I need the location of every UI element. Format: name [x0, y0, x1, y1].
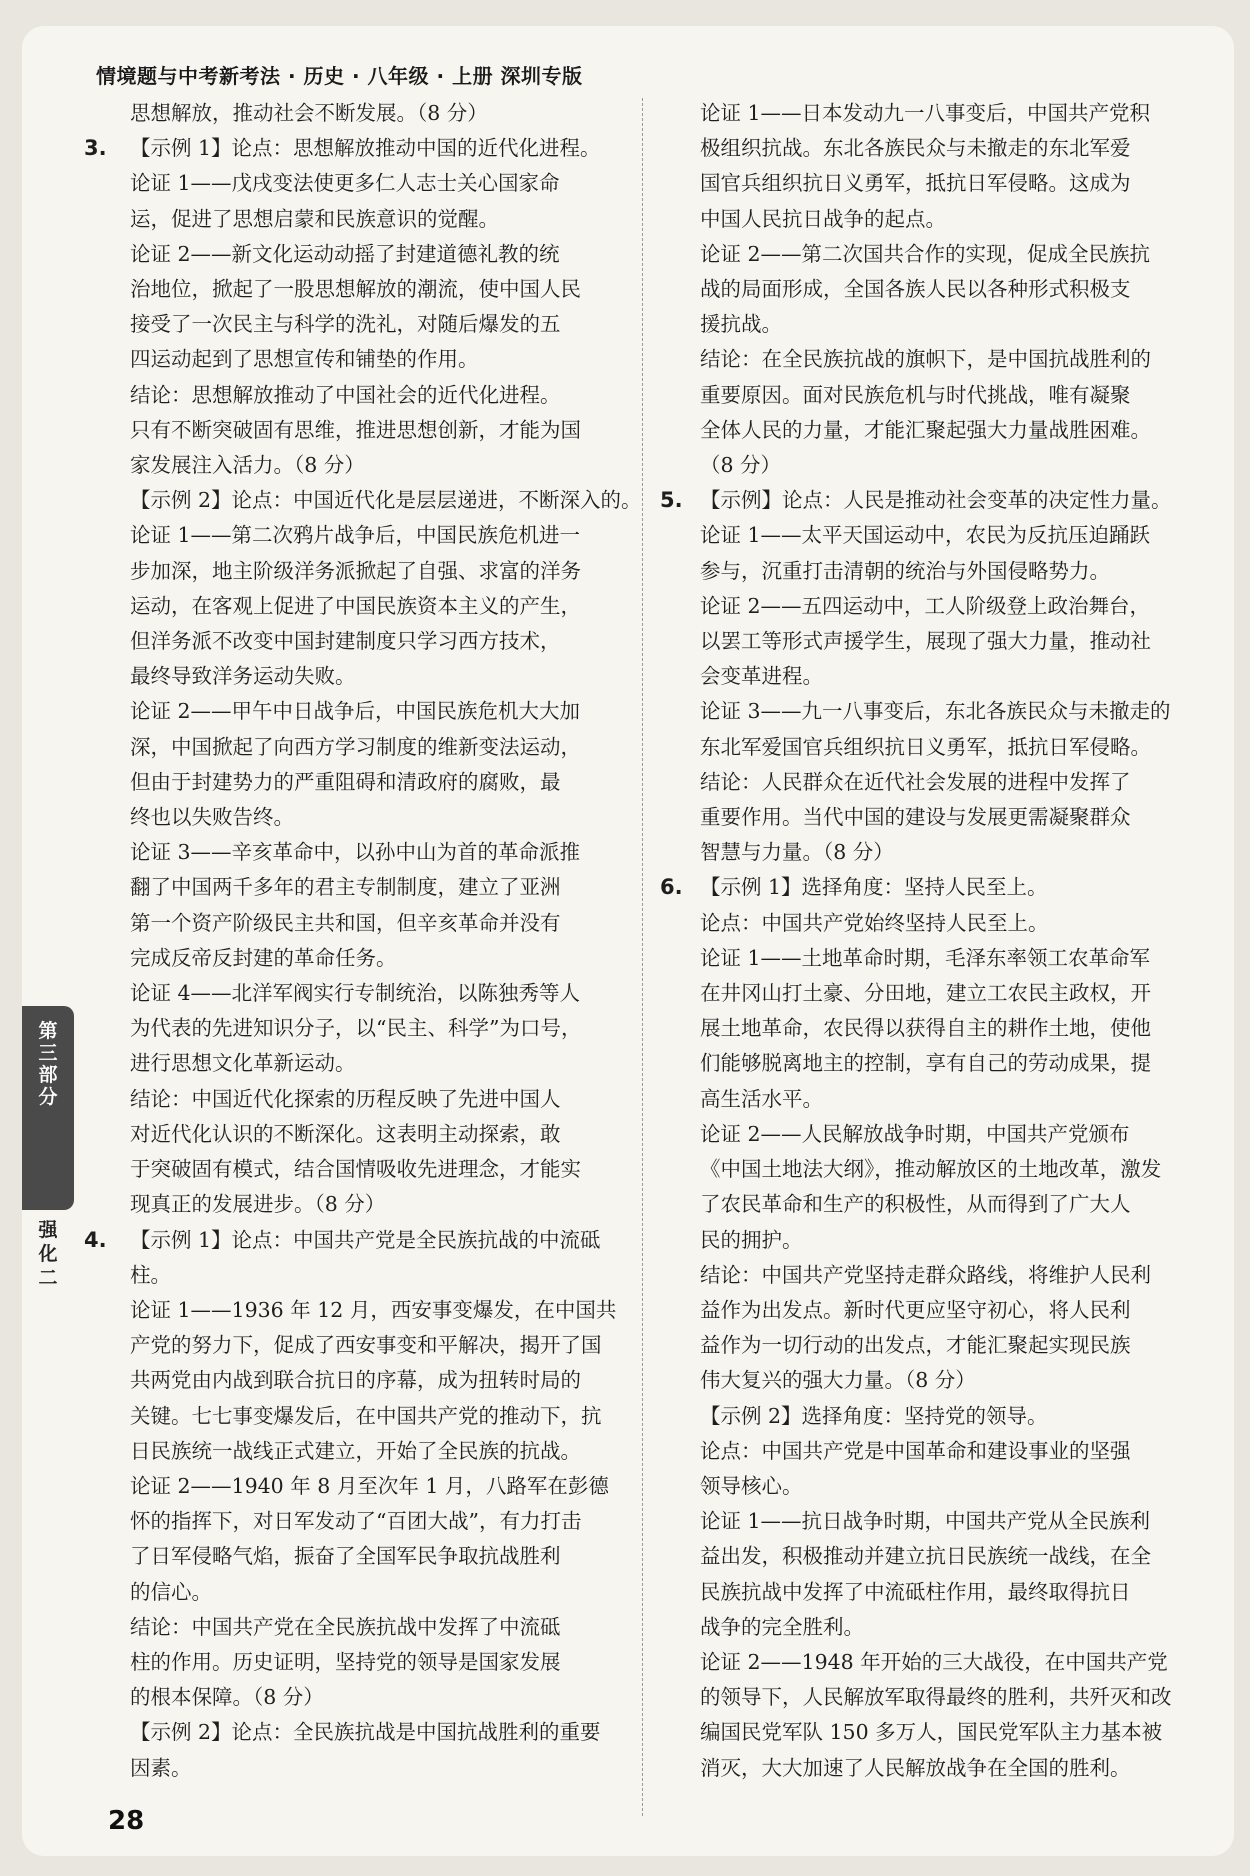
- line-text: 第一个资产阶级民主共和国，但辛亥革命并没有: [130, 910, 561, 935]
- text-line: [84, 1469, 649, 1504]
- line-text: 论证 2——新文化运动动摇了封建道德礼教的统: [130, 241, 560, 266]
- line-text: 的根本保障。（8 分）: [130, 1685, 324, 1710]
- line-text: 参与，沉重打击清朝的统治与外国侵略势力。: [700, 558, 1110, 583]
- text-line: [84, 835, 649, 870]
- line-text: 论证 1——日本发动九一八事变后，中国共产党积: [700, 101, 1151, 125]
- text-line: [84, 659, 649, 694]
- line-text: 论证 1——第二次鸦片战争后，中国民族危机进一: [130, 523, 581, 548]
- text-line: [84, 131, 649, 166]
- line-text: 接受了一次民主与科学的洗礼，对随后爆发的五: [130, 312, 561, 337]
- line-text: 国官兵组织抗日义勇军，抵抗日军侵略。这成为: [700, 171, 1131, 196]
- line-text: 运动，在客观上促进了中国民族资本主义的产生，: [130, 593, 581, 618]
- line-text: 终也以失败告终。: [130, 805, 294, 830]
- line-text: 结论：人民群众在近代社会发展的进程中发挥了: [700, 769, 1131, 794]
- question-number: 4.: [84, 1227, 107, 1252]
- text-line: [84, 976, 649, 1011]
- line-text: 会变革进程。: [700, 664, 823, 689]
- text-line: [84, 272, 649, 307]
- text-line: [660, 906, 1200, 941]
- line-text: 智慧与力量。（8 分）: [700, 840, 894, 865]
- text-line: [660, 1645, 1200, 1680]
- line-text: 伟大复兴的强大力量。（8 分）: [700, 1368, 976, 1393]
- line-text: 只有不断突破固有思维，推进思想创新，才能为国: [130, 417, 581, 442]
- text-line: [84, 1152, 649, 1187]
- text-line: [84, 554, 649, 589]
- text-line: [660, 1575, 1200, 1610]
- text-line: [660, 835, 1200, 870]
- text-line: [660, 1011, 1200, 1046]
- section-tab-part: 第三部分: [38, 1020, 58, 1108]
- line-text: 为代表的先进知识分子，以“民主、科学”为口号，: [130, 1016, 582, 1041]
- line-text: 怀的指挥下，对日军发动了“百团大战”，有力打击: [130, 1509, 582, 1534]
- text-line: [84, 1504, 649, 1539]
- text-line: [84, 1363, 649, 1398]
- text-line: [84, 1715, 649, 1750]
- line-text: 援抗战。: [700, 312, 782, 337]
- line-text: 于突破固有模式，结合国情吸收先进理念，才能实: [130, 1157, 581, 1182]
- text-line: [84, 1293, 649, 1328]
- text-line: [84, 1434, 649, 1469]
- text-line: [84, 906, 649, 941]
- text-line: [660, 1187, 1200, 1222]
- line-text: 论证 2——第二次国共合作的实现，促成全民族抗: [700, 241, 1151, 266]
- text-line: [660, 1469, 1200, 1504]
- text-line: [660, 941, 1200, 976]
- line-text: 了农民革命和生产的积极性，从而得到了广大人: [700, 1192, 1131, 1217]
- text-line: [84, 1117, 649, 1152]
- text-line: [84, 1258, 649, 1293]
- text-line: [660, 976, 1200, 1011]
- line-text: 深，中国掀起了向西方学习制度的维新变法运动，: [130, 734, 581, 759]
- text-line: [660, 1434, 1200, 1469]
- text-line: [84, 448, 649, 483]
- text-line: [660, 800, 1200, 835]
- text-line: [84, 1082, 649, 1117]
- text-line: [660, 272, 1200, 307]
- question-number: 3.: [84, 136, 107, 161]
- line-text: 【示例 2】选择角度：坚持党的领导。: [700, 1403, 1048, 1428]
- line-text: 步加深，地主阶级洋务派掀起了自强、求富的洋务: [130, 558, 581, 583]
- text-line: [660, 166, 1200, 201]
- line-text: 完成反帝反封建的革命任务。: [130, 945, 397, 970]
- line-text: 论证 2——1948 年开始的三大战役，在中国共产党: [700, 1649, 1168, 1674]
- line-text: 编国民党军队 150 多万人，国民党军队主力基本被: [700, 1720, 1163, 1745]
- line-text: 高生活水平。: [700, 1086, 823, 1111]
- text-line: [84, 1680, 649, 1715]
- line-text: 论证 4——北洋军阀实行专制统治，以陈独秀等人: [130, 981, 581, 1006]
- text-line: [660, 765, 1200, 800]
- text-line: [660, 413, 1200, 448]
- line-text: 论证 1——土地革命时期，毛泽东率领工农革命军: [700, 945, 1151, 970]
- text-line: [84, 1610, 649, 1645]
- text-line: [84, 870, 649, 905]
- line-text: 论证 1——1936 年 12 月，西安事变爆发，在中国共: [130, 1297, 617, 1322]
- text-line: [84, 237, 649, 272]
- text-line: [660, 518, 1200, 553]
- text-line: [84, 1399, 649, 1434]
- line-text: 论点：中国共产党始终坚持人民至上。: [700, 910, 1049, 935]
- text-line: [84, 413, 649, 448]
- line-text: 们能够脱离地主的控制，享有自己的劳动成果，提: [700, 1051, 1151, 1076]
- line-text: 展土地革命，农民得以获得自主的耕作土地，使他: [700, 1016, 1151, 1041]
- question-number: 5.: [660, 488, 683, 513]
- text-line: [660, 96, 1200, 131]
- line-text: 结论：思想解放推动了中国社会的近代化进程。: [130, 382, 561, 407]
- section-tab-sub: [22, 1210, 74, 1302]
- right-column: [660, 96, 1200, 1786]
- line-text: 柱。: [130, 1262, 171, 1287]
- text-line: [660, 730, 1200, 765]
- text-line: [84, 166, 649, 201]
- text-line: [84, 624, 649, 659]
- line-text: 产党的努力下，促成了西安事变和平解决，揭开了国: [130, 1333, 602, 1358]
- text-line: [660, 378, 1200, 413]
- line-text: 论证 3——辛亥革命中，以孙中山为首的革命派推: [130, 840, 581, 865]
- line-text: 全体人民的力量，才能汇聚起强大力量战胜困难。: [700, 417, 1151, 442]
- text-line: [660, 554, 1200, 589]
- line-text: 日民族统一战线正式建立，开始了全民族的抗战。: [130, 1438, 581, 1463]
- text-line: [84, 1223, 649, 1258]
- text-line: [84, 1011, 649, 1046]
- text-line: [84, 589, 649, 624]
- line-text: 【示例 2】论点：中国近代化是层层递进，不断深入的。: [130, 488, 642, 513]
- left-column: [84, 96, 649, 1786]
- line-text: 结论：中国共产党在全民族抗战中发挥了中流砥: [130, 1614, 561, 1639]
- line-text: 【示例 2】论点：全民族抗战是中国抗战胜利的重要: [130, 1720, 601, 1745]
- line-text: 论证 3——九一八事变后，东北各族民众与未撤走的: [700, 699, 1171, 724]
- text-line: [660, 1117, 1200, 1152]
- text-line: [660, 448, 1200, 483]
- line-text: 民族抗战中发挥了中流砥柱作用，最终取得抗日: [700, 1579, 1131, 1604]
- line-text: 《中国土地法大纲》，推动解放区的土地改革，激发: [700, 1157, 1162, 1182]
- line-text: 民的拥护。: [700, 1227, 803, 1252]
- text-line: [660, 1046, 1200, 1081]
- line-text: 的领导下，人民解放军取得最终的胜利，共歼灭和改: [700, 1685, 1172, 1710]
- line-text: 翻了中国两千多年的君主专制制度，建立了亚洲: [130, 875, 561, 900]
- line-text: 关键。七七事变爆发后，在中国共产党的推动下，抗: [130, 1403, 602, 1428]
- line-text: 四运动起到了思想宣传和铺垫的作用。: [130, 347, 479, 372]
- text-line: [660, 870, 1200, 905]
- text-line: [660, 342, 1200, 377]
- line-text: 柱的作用。历史证明，坚持党的领导是国家发展: [130, 1649, 561, 1674]
- line-text: 运，促进了思想启蒙和民族意识的觉醒。: [130, 206, 499, 231]
- line-text: 消灭，大大加速了人民解放战争在全国的胜利。: [700, 1755, 1131, 1780]
- text-line: [660, 1328, 1200, 1363]
- text-line: [660, 1751, 1200, 1786]
- line-text: 但由于封建势力的严重阻碍和清政府的腐败，最: [130, 769, 561, 794]
- text-line: [660, 1610, 1200, 1645]
- line-text: （8 分）: [700, 453, 782, 478]
- line-text: 领导核心。: [700, 1473, 803, 1498]
- line-text: 结论：中国近代化探索的历程反映了先进中国人: [130, 1086, 561, 1111]
- line-text: 思想解放，推动社会不断发展。（8 分）: [130, 101, 488, 125]
- text-line: [84, 96, 649, 131]
- text-line: [84, 342, 649, 377]
- text-line: [84, 378, 649, 413]
- line-text: 论证 1——太平天国运动中，农民为反抗压迫踊跃: [700, 523, 1151, 548]
- line-text: 以罢工等形式声援学生，展现了强大力量，推动社: [700, 629, 1151, 654]
- text-line: [660, 237, 1200, 272]
- text-line: [660, 1363, 1200, 1398]
- line-text: 【示例 1】选择角度：坚持人民至上。: [700, 875, 1048, 900]
- text-line: [84, 1046, 649, 1081]
- text-line: [84, 730, 649, 765]
- text-line: [660, 1680, 1200, 1715]
- text-line: [84, 1328, 649, 1363]
- line-text: 重要作用。当代中国的建设与发展更需凝聚群众: [700, 805, 1131, 830]
- line-text: 的信心。: [130, 1579, 212, 1604]
- text-line: [84, 1187, 649, 1222]
- line-text: 论证 2——人民解放战争时期，中国共产党颁布: [700, 1121, 1130, 1146]
- text-line: [660, 589, 1200, 624]
- section-tab-section: 强化二: [38, 1219, 58, 1289]
- line-text: 益出发，积极推动并建立抗日民族统一战线，在全: [700, 1544, 1151, 1569]
- column-divider: [642, 98, 643, 1816]
- text-line: [84, 1539, 649, 1574]
- text-line: [660, 659, 1200, 694]
- line-text: 战争的完全胜利。: [700, 1614, 864, 1639]
- section-tab: [22, 1006, 74, 1210]
- line-text: 论证 2——1940 年 8 月至次年 1 月，八路军在彭德: [130, 1473, 609, 1498]
- text-line: [84, 307, 649, 342]
- text-line: [660, 1082, 1200, 1117]
- text-line: [660, 1258, 1200, 1293]
- line-text: 论证 2——五四运动中，工人阶级登上政治舞台，: [700, 593, 1151, 618]
- line-text: 重要原因。面对民族危机与时代挑战，唯有凝聚: [700, 382, 1131, 407]
- text-line: [660, 1152, 1200, 1187]
- line-text: 东北军爱国官兵组织抗日义勇军，抵抗日军侵略。: [700, 734, 1151, 759]
- page-header: 情境题与中考新考法 · 历史 · 八年级 · 上册 深圳专版: [96, 64, 583, 88]
- line-text: 结论：在全民族抗战的旗帜下，是中国抗战胜利的: [700, 347, 1151, 372]
- line-text: 结论：中国共产党坚持走群众路线，将维护人民利: [700, 1262, 1151, 1287]
- document-page: [22, 26, 1234, 1856]
- text-line: [660, 624, 1200, 659]
- line-text: 家发展注入活力。（8 分）: [130, 453, 365, 478]
- text-line: [660, 483, 1200, 518]
- text-line: [84, 694, 649, 729]
- line-text: 论点：中国共产党是中国革命和建设事业的坚强: [700, 1438, 1131, 1463]
- line-text: 【示例】论点：人民是推动社会变革的决定性力量。: [700, 488, 1172, 513]
- line-text: 因素。: [130, 1755, 192, 1780]
- text-line: [84, 518, 649, 553]
- text-line: [660, 1715, 1200, 1750]
- line-text: 了日军侵略气焰，振奋了全国军民争取抗战胜利: [130, 1544, 561, 1569]
- text-line: [84, 1645, 649, 1680]
- line-text: 中国人民抗日战争的起点。: [700, 206, 946, 231]
- line-text: 共两党由内战到联合抗日的序幕，成为扭转时局的: [130, 1368, 581, 1393]
- text-line: [660, 307, 1200, 342]
- line-text: 益作为出发点。新时代更应坚守初心，将人民利: [700, 1297, 1131, 1322]
- text-line: [660, 694, 1200, 729]
- text-line: [660, 131, 1200, 166]
- line-text: 但洋务派不改变中国封建制度只学习西方技术，: [130, 629, 561, 654]
- line-text: 治地位，掀起了一股思想解放的潮流，使中国人民: [130, 277, 581, 302]
- line-text: 极组织抗战。东北各族民众与未撤走的东北军爱: [700, 136, 1131, 161]
- text-line: [660, 1399, 1200, 1434]
- line-text: 战的局面形成，全国各族人民以各种形式积极支: [700, 277, 1131, 302]
- text-line: [84, 941, 649, 976]
- text-line: [84, 800, 649, 835]
- text-line: [84, 765, 649, 800]
- text-line: [660, 1223, 1200, 1258]
- line-text: 论证 1——抗日战争时期，中国共产党从全民族利: [700, 1509, 1151, 1534]
- line-text: 对近代化认识的不断深化。这表明主动探索，敢: [130, 1121, 561, 1146]
- line-text: 论证 2——甲午中日战争后，中国民族危机大大加: [130, 699, 581, 724]
- line-text: 论证 1——戊戌变法使更多仁人志士关心国家命: [130, 171, 560, 196]
- line-text: 进行思想文化革新运动。: [130, 1051, 356, 1076]
- line-text: 益作为一切行动的出发点，才能汇聚起实现民族: [700, 1333, 1131, 1358]
- text-line: [84, 1575, 649, 1610]
- text-line: [660, 1504, 1200, 1539]
- text-line: [660, 1539, 1200, 1574]
- text-line: [84, 1751, 649, 1786]
- line-text: 【示例 1】论点：中国共产党是全民族抗战的中流砥: [130, 1227, 601, 1252]
- text-line: [660, 202, 1200, 237]
- line-text: 在井冈山打土豪、分田地，建立工农民主政权，开: [700, 981, 1151, 1006]
- line-text: 最终导致洋务运动失败。: [130, 664, 356, 689]
- page-number: 28: [108, 1806, 145, 1836]
- question-number: 6.: [660, 875, 683, 900]
- line-text: 现真正的发展进步。（8 分）: [130, 1192, 386, 1217]
- text-line: [84, 483, 649, 518]
- text-line: [660, 1293, 1200, 1328]
- line-text: 【示例 1】论点：思想解放推动中国的近代化进程。: [130, 136, 601, 161]
- text-line: [84, 202, 649, 237]
